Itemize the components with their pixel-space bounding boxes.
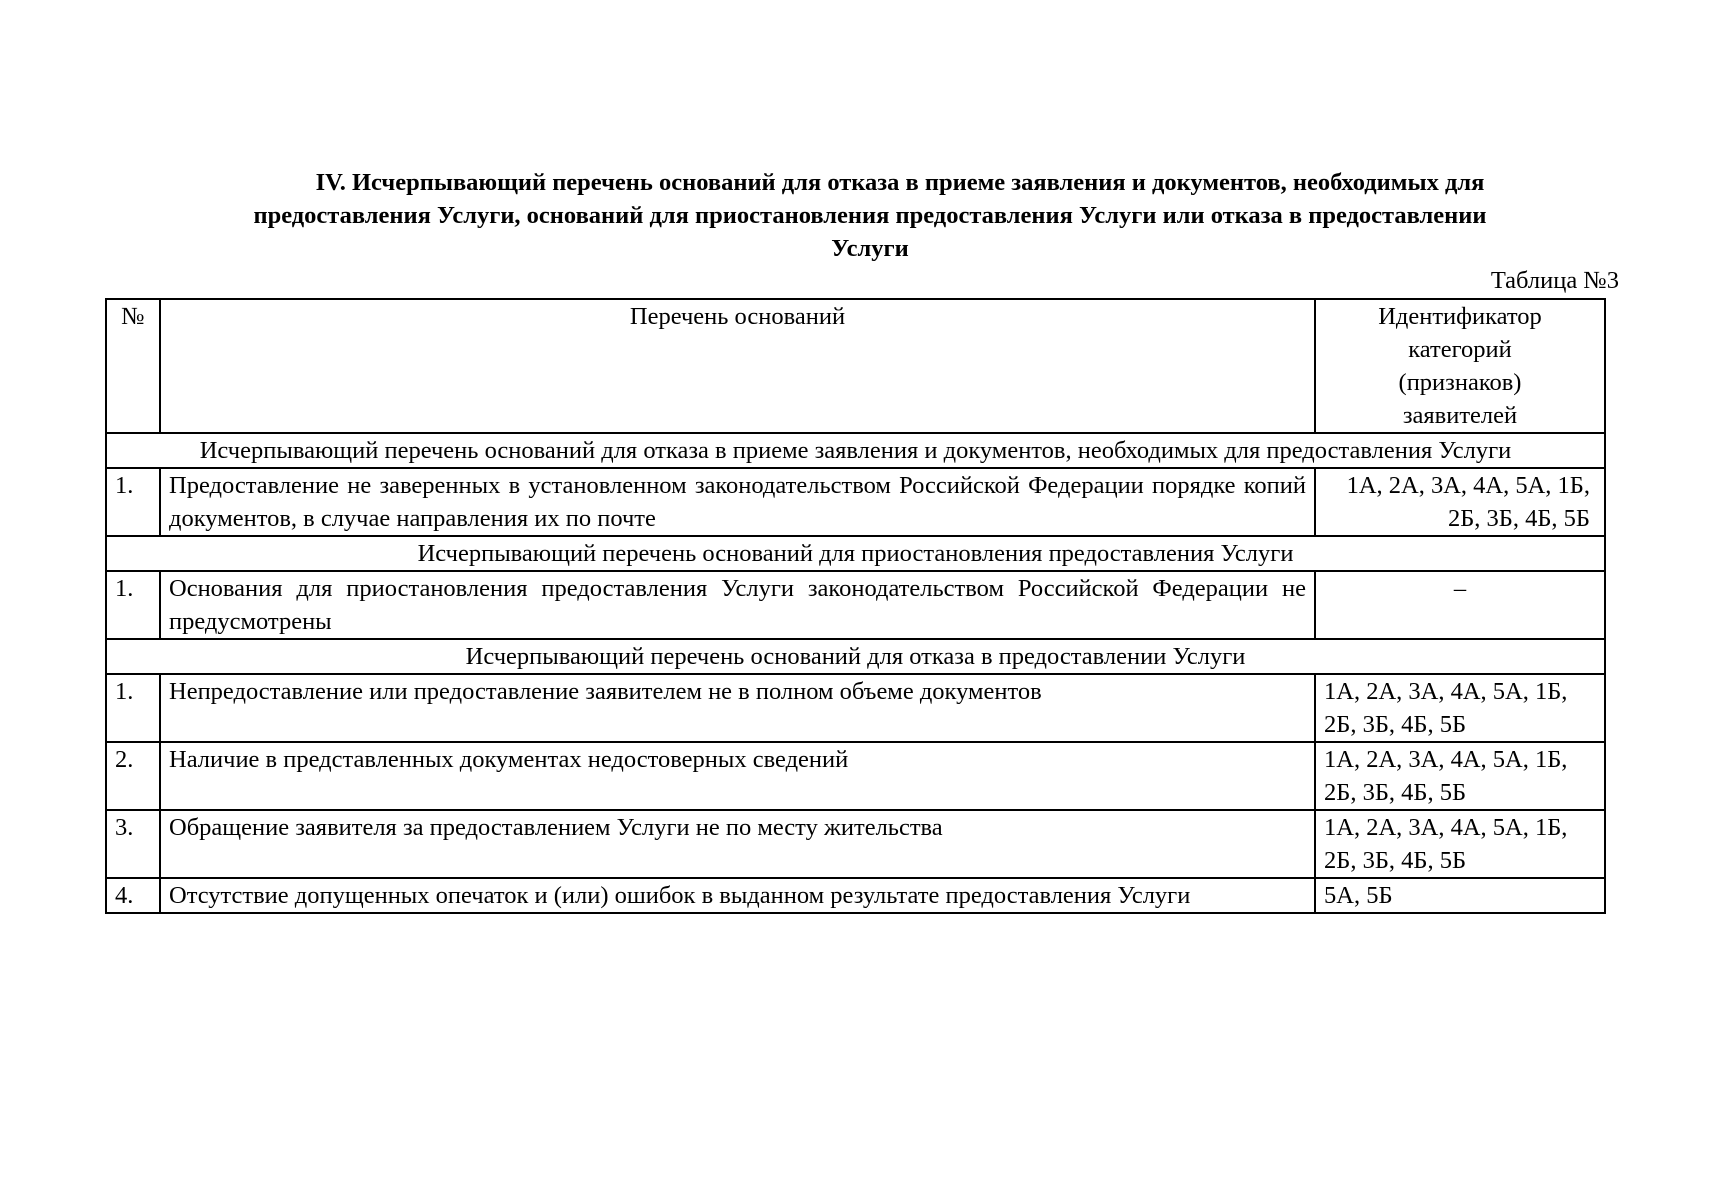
table-row: [106, 742, 1605, 810]
row-number: 3.: [106, 810, 160, 878]
row-identifier: 1А, 2А, 3А, 4А, 5А, 1Б, 2Б, 3Б, 4Б, 5Б: [1315, 742, 1605, 810]
table-header-row: [106, 299, 1605, 433]
table-row: [106, 810, 1605, 878]
row-identifier: 1А, 2А, 3А, 4А, 5А, 1Б, 2Б, 3Б, 4Б, 5Б: [1315, 468, 1605, 536]
row-reason: Отсутствие допущенных опечаток и (или) ошибок в выданном результате предоставления Услуги: [160, 878, 1315, 913]
table-row: [106, 571, 1605, 639]
row-identifier: 1А, 2А, 3А, 4А, 5А, 1Б, 2Б, 3Б, 4Б, 5Б: [1315, 810, 1605, 878]
row-number: 4.: [106, 878, 160, 913]
heading-line-1: IV. Исчерпывающий перечень оснований для отказа в приеме заявления и документов, необходимых для: [315, 169, 1485, 196]
table-row: [106, 468, 1605, 536]
header-reasons: Перечень оснований: [160, 299, 1315, 433]
row-identifier: 5А, 5Б: [1315, 878, 1605, 913]
table-row: [106, 878, 1605, 913]
row-reason: Предоставление не заверенных в установленном законодательством Российской Федерации порядке копий документов, в случае направления их по почте: [160, 468, 1315, 536]
row-reason: Основания для приостановления предоставления Услуги законодательством Российской Федерации не предусмотрены: [160, 571, 1315, 639]
row-number: 1.: [106, 571, 160, 639]
document-heading: [100, 166, 1640, 265]
section-title-refusal-service: Исчерпывающий перечень оснований для отказа в предоставлении Услуги: [106, 639, 1605, 674]
header-identifier: Идентификатор категорий (признаков) заявителей: [1315, 299, 1605, 433]
row-identifier: 1А, 2А, 3А, 4А, 5А, 1Б, 2Б, 3Б, 4Б, 5Б: [1315, 674, 1605, 742]
table-row: [106, 674, 1605, 742]
table-number-label: Таблица №3: [1490, 267, 1619, 294]
row-number: 1.: [106, 468, 160, 536]
row-reason: Наличие в представленных документах недостоверных сведений: [160, 742, 1315, 810]
section-title-row: [106, 639, 1605, 674]
section-title-row: [106, 536, 1605, 571]
heading-line-3: Услуги: [831, 235, 909, 262]
grounds-table: [105, 298, 1606, 914]
section-title-row: [106, 433, 1605, 468]
row-reason: Обращение заявителя за предоставлением Услуги не по месту жительства: [160, 810, 1315, 878]
row-identifier: –: [1315, 571, 1605, 639]
row-number: 1.: [106, 674, 160, 742]
header-number: №: [106, 299, 160, 433]
section-title-refusal-acceptance: Исчерпывающий перечень оснований для отказа в приеме заявления и документов, необходимых для предоставления Услуги: [106, 433, 1605, 468]
section-title-suspension: Исчерпывающий перечень оснований для приостановления предоставления Услуги: [106, 536, 1605, 571]
heading-line-2: предоставления Услуги, оснований для приостановления предоставления Услуги или отказа в предоставлении: [253, 202, 1487, 229]
row-reason: Непредоставление или предоставление заявителем не в полном объеме документов: [160, 674, 1315, 742]
row-number: 2.: [106, 742, 160, 810]
